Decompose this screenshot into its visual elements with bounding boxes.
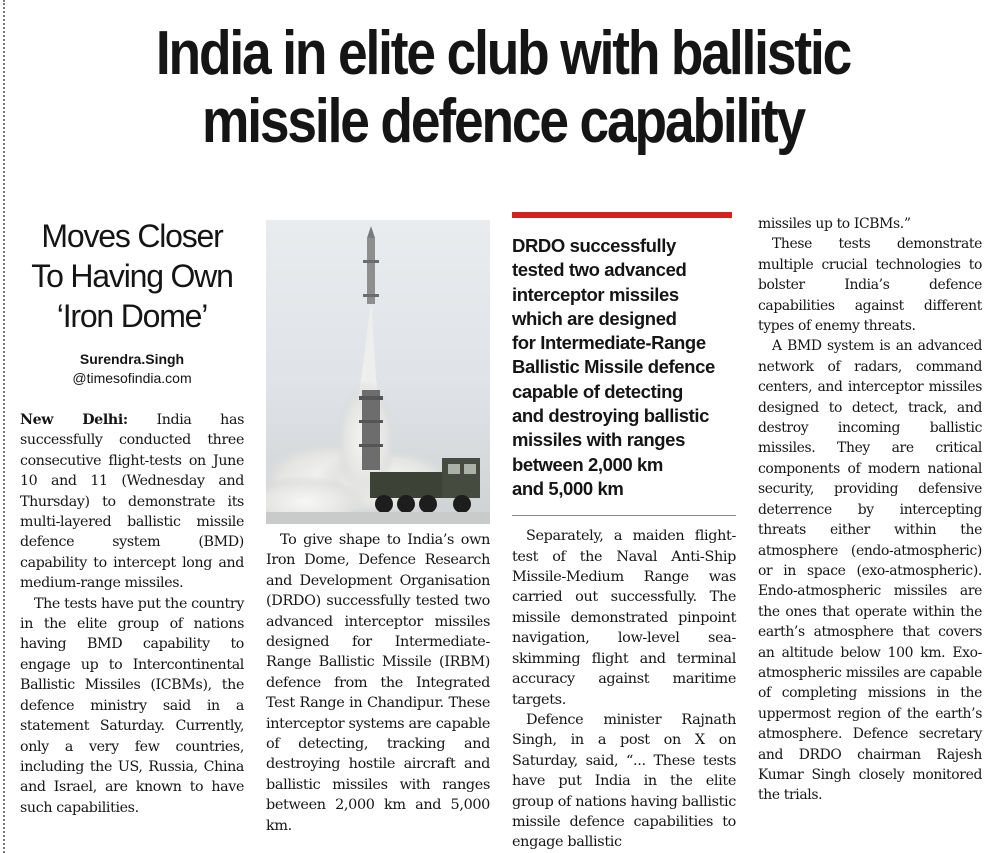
paragraph: A BMD system is an advanced network of radars, command centers, and interceptor missiles designed to detect, track, and destroy incoming ballistic missiles. They are critical components of modern national security, providing defensive deterrence by intercepting threats either within the atmosphere (endo-atmospheric) or in space (exo-atmospheric). Endo-atmospheric missiles are the ones that operate within the earth’s atmosphere that covers an altitude below 100 km. Exo-atmospheric missiles are capable of completing missions in the uppermost region of the earth’s atmosphere. Defence secretary and DRDO chairman Rajesh Kumar Singh closely monitored the trials.: [758, 338, 982, 804]
pull-quote-line: and 5,000 km: [512, 477, 624, 499]
pull-quote-line: interceptor missiles: [512, 283, 679, 305]
column-4: [758, 214, 982, 806]
pull-quote-line: which are designed: [512, 307, 677, 329]
kicker-line-2: To Having Own: [31, 258, 233, 294]
paragraph: Separately, a maiden flight-test of the Naval Anti-Ship Missile-Medium Range was carried out successfully. The missile demonstrated pinpoint navigation, low-level sea-skimming flight and terminal accuracy against maritime targets.: [512, 528, 736, 708]
page-margin-rule: [3, 0, 5, 853]
column-2: [266, 212, 490, 836]
pull-quote-line: tested two advanced: [512, 259, 687, 281]
kicker-line-1: Moves Closer: [41, 218, 223, 254]
byline: [20, 350, 244, 388]
missile-launch-photo: [266, 220, 490, 524]
column-2-body: [266, 530, 490, 836]
pull-quote-line: DRDO successfully: [512, 235, 676, 256]
paragraph: missiles up to ICBMs.”: [758, 216, 911, 232]
paragraph: [20, 410, 244, 594]
column-4-body: [758, 214, 982, 806]
pull-quote-line: missiles with ranges: [512, 429, 685, 451]
pull-quote-line: for Intermediate-Range: [512, 332, 706, 354]
paragraph: To give shape to India’s own Iron Dome, Defence Research and Development Organisation (DRDO) successfully tested two advanced interceptor missiles designed for Intermediate-Range Ballistic Missile (IRBM) defence from the Integrated Test Range in Chandipur. These interceptor systems are capable of detecting, tracking and destroying hostile aircraft and ballistic missiles with ranges between 2,000 km and 5,000 km.: [266, 532, 491, 834]
missile-launch-illustration: [266, 220, 490, 524]
column-3: [512, 212, 736, 853]
pull-quote: [512, 234, 736, 501]
headline: [86, 20, 920, 156]
kicker: [20, 216, 244, 336]
pull-quote-divider: [512, 515, 736, 516]
paragraph: Defence minister Rajnath Singh, in a post on X on Saturday, said, “... These tests have put India in the elite group of nations having ballistic missile defence capabilities to engage ballistic: [512, 711, 737, 851]
paragraph: The tests have put the country in the elite group of nations having BMD capability to engage up to Intercontinental Ballistic Missiles (ICBMs), the defence ministry said in a statement Saturday. Currently, only a very few countries, including the US, Russia, China and Israel, are known to have such capabilities.: [20, 595, 244, 816]
byline-name: Surendra.Singh: [79, 351, 185, 367]
accent-bar: [512, 212, 732, 218]
paragraph: These tests demonstrate multiple crucial technologies to bolster India’s defence capabilities against different types of enemy threats.: [758, 236, 982, 335]
byline-handle: @timesofindia.com: [72, 370, 192, 386]
kicker-line-3: ‘Iron Dome’: [56, 298, 208, 334]
column-1-body: [20, 410, 244, 818]
pull-quote-line: between 2,000 km: [512, 453, 663, 475]
pull-quote-line: and destroying ballistic: [512, 405, 710, 427]
dateline: New Delhi:: [20, 412, 128, 428]
headline-line-1: India in elite club with ballistic: [155, 19, 851, 88]
column-3-body: [512, 526, 736, 853]
headline-line-2: missile defence capability: [201, 87, 804, 156]
pull-quote-line: capable of detecting: [512, 380, 683, 402]
pull-quote-line: Ballistic Missile defence: [512, 356, 715, 378]
column-1: [20, 212, 244, 818]
paragraph-text: India has successfully conducted three consecutive flight-tests on June 10 and 11 (Wednesday and Thursday) to demonstrate its multi-layered ballistic missile defence system (BMD) capability to intercept long and medium-range missiles.: [20, 412, 244, 592]
